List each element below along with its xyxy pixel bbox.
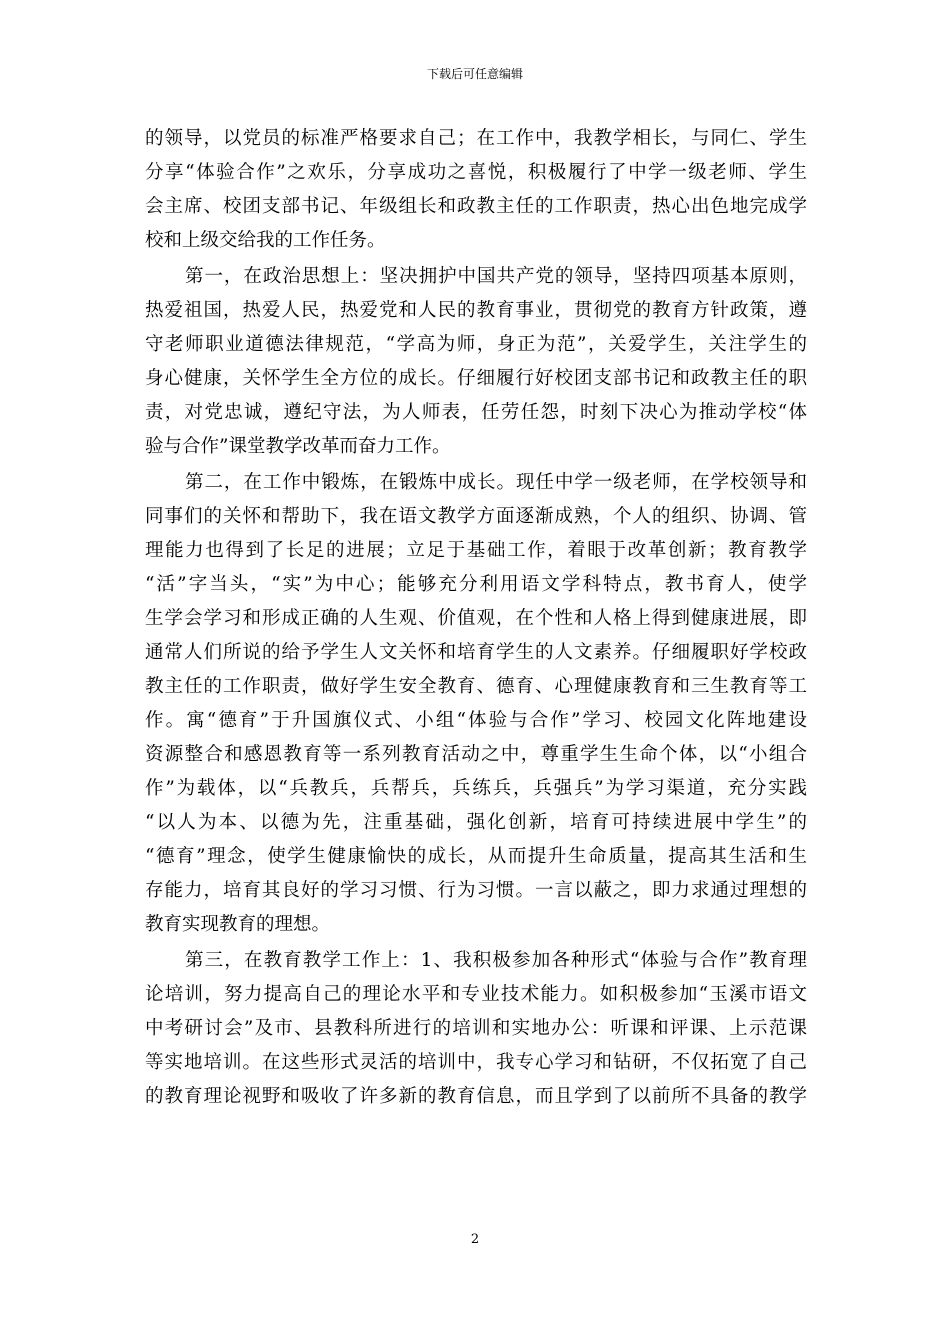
- text-line: “活”字当头，“实”为中心；能够充分利用语文学科特点，教书育人，使学: [145, 574, 807, 595]
- text-line: 第二，在工作中锻炼，在锻炼中成长。现任中学一级老师，在学校领导和: [185, 472, 807, 493]
- paragraph: [145, 944, 807, 1114]
- text-line: 中考研讨会”及市、县教科所进行的培训和实地办公：听课和评课、上示范课: [145, 1018, 807, 1039]
- paragraph: [145, 466, 807, 942]
- text-line: 作。寓“德育”于升国旗仪式、小组“体验与合作”学习、校园文化阵地建设: [145, 710, 807, 731]
- text-line: 验与合作”课堂教学改革而奋力工作。: [145, 436, 451, 457]
- text-line: 教主任的工作职责，做好学生安全教育、德育、心理健康教育和三生教育等工: [145, 676, 807, 697]
- text-line: 同事们的关怀和帮助下，我在语文教学方面逐渐成熟，个人的组织、协调、管: [145, 506, 807, 527]
- text-line: “德育”理念，使学生健康愉快的成长，从而提升生命质量，提高其生活和生: [145, 846, 807, 867]
- text-line: 生学会学习和形成正确的人生观、价值观，在个性和人格上得到健康进展，即: [145, 608, 807, 629]
- text-line: 的领导，以党员的标准严格要求自己；在工作中，我教学相长，与同仁、学生: [145, 128, 807, 149]
- text-line: 责，对党忠诚，遵纪守法，为人师表，任劳任怨，时刻下决心为推动学校“体: [145, 402, 807, 423]
- text-line: 作”为载体，以“兵教兵，兵帮兵，兵练兵，兵强兵”为学习渠道，充分实践: [145, 778, 807, 799]
- text-line: 存能力，培育其良好的学习习惯、行为习惯。一言以蔽之，即力求通过理想的: [145, 880, 807, 901]
- text-line: “以人为本、以德为先，注重基础，强化创新，培育可持续进展中学生”的: [145, 812, 807, 833]
- text-line: 会主席、校团支部书记、年级组长和政教主任的工作职责，热心出色地完成学: [145, 196, 807, 217]
- paragraph: [145, 260, 807, 464]
- text-line: 教育实现教育的理想。: [145, 914, 331, 935]
- text-line: 资源整合和感恩教育等一系列教育活动之中，尊重学生生命个体，以“小组合: [145, 744, 807, 765]
- text-line: 第三，在教育教学工作上：1、我积极参加各种形式“体验与合作”教育理: [185, 950, 807, 971]
- text-line: 校和上级交给我的工作任务。: [145, 230, 386, 251]
- text-line: 论培训，努力提高自己的理论水平和专业技术能力。如积极参加“玉溪市语文: [145, 984, 807, 1005]
- text-line: 第一，在政治思想上：坚决拥护中国共产党的领导，坚持四项基本原则，: [185, 266, 807, 287]
- text-line: 分享“体验合作”之欢乐，分享成功之喜悦，积极履行了中学一级老师、学生: [145, 162, 807, 183]
- text-line: 理能力也得到了长足的进展；立足于基础工作，着眼于改革创新；教育教学: [145, 540, 807, 561]
- text-line: 等实地培训。在这些形式灵活的培训中，我专心学习和钻研，不仅拓宽了自己: [145, 1052, 807, 1073]
- text-line: 热爱祖国，热爱人民，热爱党和人民的教育事业，贯彻党的教育方针政策，遵: [145, 300, 807, 321]
- document-body: [145, 122, 807, 1114]
- text-line: 身心健康，关怀学生全方位的成长。仔细履行好校团支部书记和政教主任的职: [145, 368, 807, 389]
- page-header: 下载后可任意编辑: [426, 67, 523, 81]
- text-line: 通常人们所说的给予学生人文关怀和培育学生的人文素养。仔细履职好学校政: [145, 642, 807, 663]
- page-number: 2: [470, 1232, 480, 1247]
- text-line: 守老师职业道德法律规范，“学高为师，身正为范”，关爱学生，关注学生的: [145, 334, 807, 355]
- text-line: 的教育理论视野和吸收了许多新的教育信息，而且学到了以前所不具备的教学: [145, 1086, 807, 1107]
- paragraph: [145, 122, 807, 258]
